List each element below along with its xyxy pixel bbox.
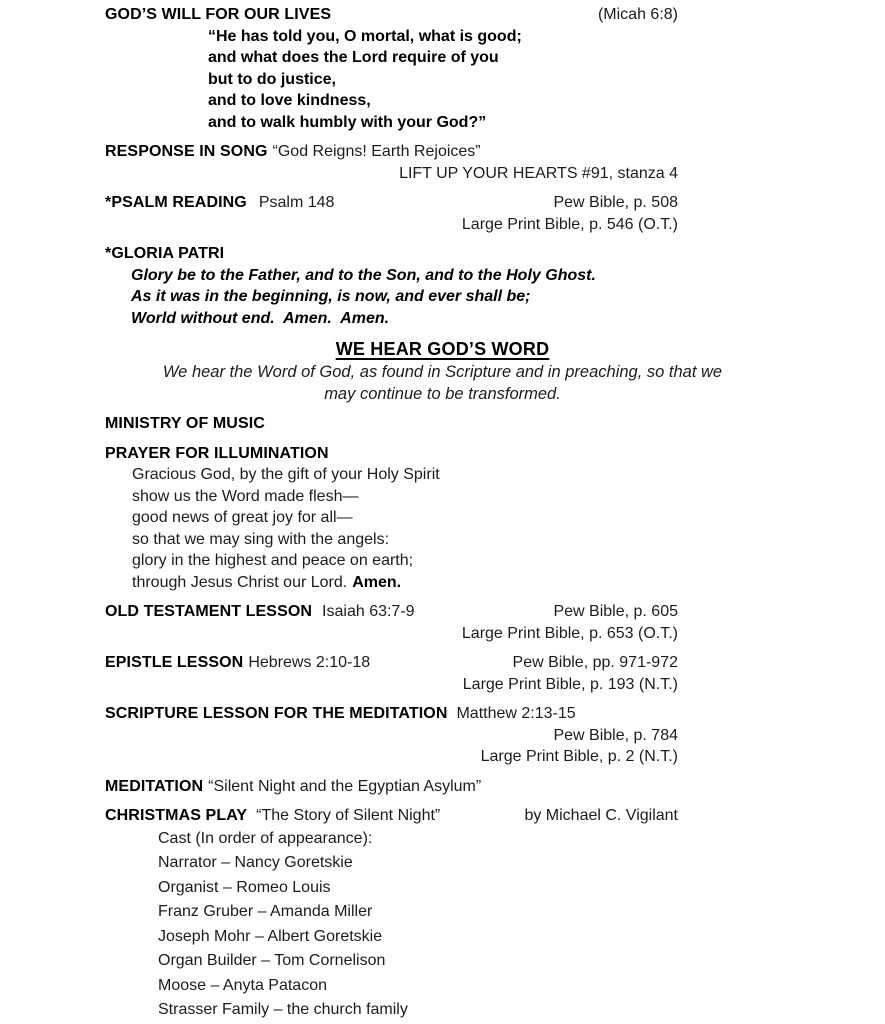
meditation-title: “Silent Night and the Egyptian Asylum” [208, 777, 482, 795]
response-source: LIFT UP YOUR HEARTS #91, stanza 4 [399, 164, 678, 182]
gloria-label: *GLORIA PATRI [105, 245, 225, 262]
prayer-line: glory in the highest and peace on earth; [132, 552, 414, 569]
scripture-label: SCRIPTURE LESSON FOR THE MEDITATION [105, 705, 448, 722]
gods-will-label: GOD’S WILL FOR OUR LIVES [105, 6, 332, 23]
cast-member: Organ Builder – Tom Cornelison [158, 952, 386, 969]
scripture-value: Matthew 2:13-15 [456, 705, 576, 722]
section-scripture-lesson [105, 703, 678, 768]
section-psalm-reading [105, 192, 678, 235]
prayer-text [132, 464, 678, 593]
psalm-ref-1: Pew Bible, p. 508 [553, 194, 678, 211]
ministry-label: MINISTRY OF MUSIC [105, 415, 265, 432]
micah-reference: (Micah 6:8) [597, 6, 678, 23]
prayer-closing-line [132, 572, 678, 594]
gloria-text [131, 265, 678, 330]
prayer-amen: Amen. [352, 573, 402, 591]
response-label: RESPONSE IN SONG [105, 143, 268, 160]
gods-will-quote-line: and to love kindness, [208, 92, 371, 109]
cast-member: Narrator – Nancy Goretskie [158, 854, 353, 871]
gods-will-quote [208, 26, 678, 134]
gloria-line: World without end. Amen. Amen. [131, 309, 390, 327]
gods-will-quote-line: and what does the Lord require of you [208, 49, 499, 66]
psalm-value: Psalm 148 [258, 194, 335, 211]
gloria-line: Glory be to the Father, and to the Son, and to the Holy Ghost. [131, 266, 596, 284]
epistle-label: EPISTLE LESSON [105, 654, 244, 671]
old-testament-ref-2: Large Print Bible, p. 653 (O.T.) [461, 624, 678, 642]
epistle-value: Hebrews 2:10-18 [248, 654, 371, 671]
christmas-play-author: by Michael C. Vigilant [524, 807, 678, 824]
section-we-hear-gods-word [0, 337, 885, 405]
we-hear-description-line2: may continue to be transformed. [324, 385, 561, 403]
we-hear-description-line1: We hear the Word of God, as found in Scripture and in preaching, so that we [162, 363, 723, 381]
prayer-line: so that we may sing with the angels: [132, 530, 390, 548]
gods-will-quote-line: but to do justice, [208, 70, 336, 88]
gods-will-quote-line: and to walk humbly with your God?” [208, 113, 487, 131]
section-gloria-patri [105, 243, 678, 329]
cast-heading: Cast (In order of appearance): [158, 829, 373, 847]
section-gods-will [105, 4, 678, 133]
scripture-ref-2: Large Print Bible, p. 2 (N.T.) [480, 748, 678, 765]
scripture-ref-1: Pew Bible, p. 784 [553, 726, 678, 744]
section-old-testament-lesson [105, 601, 678, 644]
psalm-ref-2: Large Print Bible, p. 546 (O.T.) [461, 215, 678, 233]
section-response-in-song [105, 141, 678, 184]
psalm-label: *PSALM READING [105, 194, 247, 211]
gods-will-quote-line: “He has told you, O mortal, what is good; [208, 27, 522, 45]
meditation-label: MEDITATION [105, 777, 204, 795]
we-hear-heading: WE HEAR GOD’S WORD [335, 339, 550, 359]
old-testament-ref-1: Pew Bible, p. 605 [553, 603, 678, 620]
section-ministry-of-music [105, 413, 678, 435]
prayer-line: Gracious God, by the gift of your Holy Spirit [132, 466, 440, 483]
prayer-closing-text: through Jesus Christ our Lord. [132, 573, 348, 591]
cast-member: Joseph Mohr – Albert Goretskie [158, 927, 383, 945]
epistle-ref-2: Large Print Bible, p. 193 (N.T.) [462, 675, 678, 693]
section-prayer-for-illumination [105, 443, 678, 594]
response-title: “God Reigns! Earth Rejoices” [272, 143, 481, 160]
prayer-label: PRAYER FOR ILLUMINATION [105, 444, 329, 462]
christmas-play-label: CHRISTMAS PLAY [105, 807, 248, 824]
old-testament-value: Isaiah 63:7-9 [322, 603, 415, 620]
section-christmas-play [105, 805, 678, 1023]
cast-member: Organist – Romeo Louis [158, 878, 331, 896]
christmas-play-title: “The Story of Silent Night” [256, 807, 441, 824]
cast-list [158, 827, 678, 1023]
cast-member: Strasser Family – the church family [158, 1001, 408, 1018]
old-testament-label: OLD TESTAMENT LESSON [105, 603, 313, 620]
section-meditation [105, 776, 678, 798]
epistle-ref-1: Pew Bible, pp. 971-972 [512, 654, 678, 671]
section-epistle-lesson [105, 652, 678, 695]
gloria-line: As it was in the beginning, is now, and ever shall be; [131, 288, 531, 305]
prayer-line: show us the Word made flesh— [132, 487, 359, 505]
cast-member: Franz Gruber – Amanda Miller [158, 903, 373, 920]
prayer-line: good news of great joy for all— [132, 509, 353, 526]
cast-member: Moose – Anyta Patacon [158, 976, 327, 994]
